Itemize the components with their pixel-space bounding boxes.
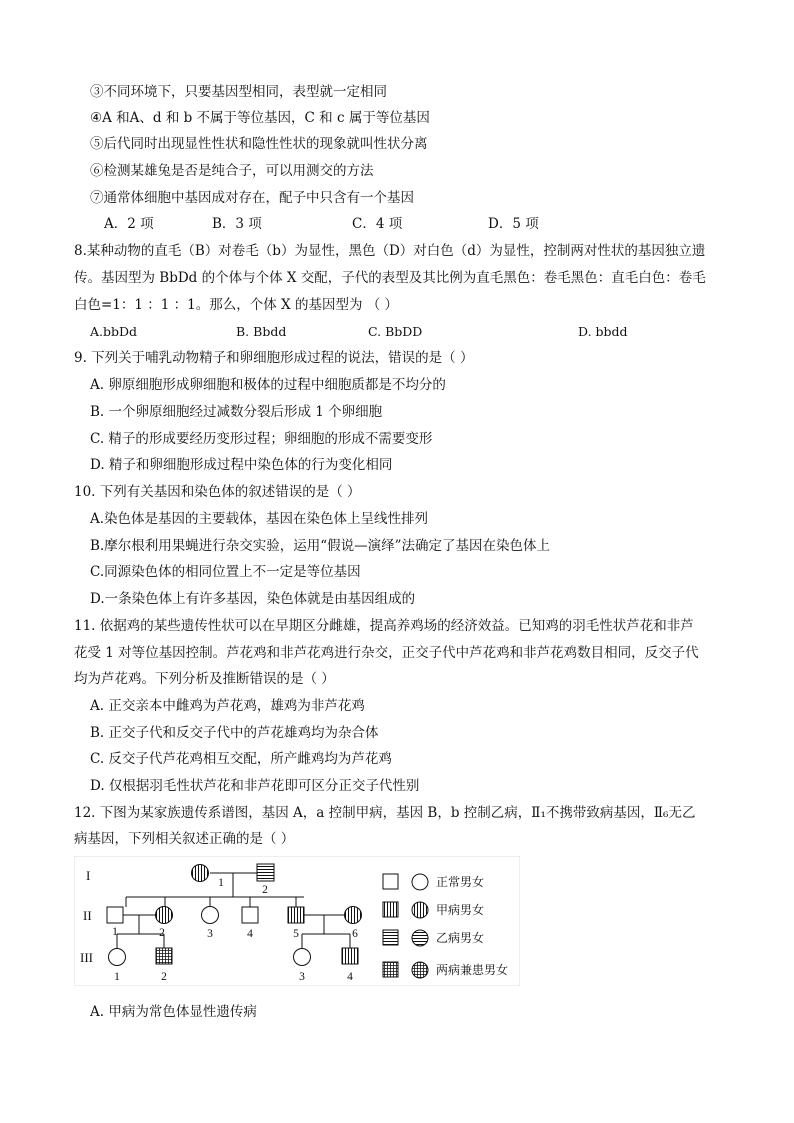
pedigree-I-2: [257, 864, 274, 881]
num-III-1: 1: [114, 971, 120, 983]
pedigree-II-5: [288, 907, 304, 923]
gen-label-II: II: [83, 908, 92, 923]
pedigree-III-1: [109, 949, 126, 966]
legend-both: 两病兼患男女: [436, 963, 509, 977]
pedigree-II-4: [242, 907, 258, 923]
q10-option-b[interactable]: B.摩尔根利用果蝇进行杂交实验，运用“假说—演绎”法确定了基因在染色体上: [90, 538, 551, 554]
statement-5: ⑤后代同时出现显性性状和隐性性状的现象就叫性状分离: [90, 136, 428, 152]
pedigree-III-3: [294, 949, 311, 966]
num-III-4: 4: [347, 971, 353, 983]
num-II-2: 2: [159, 927, 165, 939]
q11-stem-line-2: 花受 1 对等位基因控制。芦花鸡和非芦花鸡进行杂交，正交子代中芦花鸡和非芦花鸡数目相同，反交子代: [74, 645, 699, 661]
num-III-3: 3: [299, 971, 305, 983]
q8-option-c[interactable]: C. BbDD: [368, 324, 423, 339]
q10-option-d[interactable]: D.一条染色体上有许多基因，染色体就是由基因组成的: [90, 591, 416, 607]
q8-options: [90, 322, 628, 342]
q12-option-a[interactable]: A. 甲病为常色体显性遗传病: [90, 1004, 257, 1020]
q11-option-b[interactable]: B. 正交子代和反交子代中的芦花雄鸡均为杂合体: [90, 725, 379, 741]
q8-stem-line-2: 传。基因型为 BbDd 的个体与个体 X 交配，子代的表型及其比例为直毛黑色：卷毛黑色：直毛白色：卷毛: [74, 270, 706, 286]
statement-6: ⑥检测某雄兔是否是纯合子，可以用测交的方法: [90, 163, 374, 179]
q11-option-c[interactable]: C. 反交子代芦花鸡相互交配，所产雌鸡均为芦花鸡: [90, 751, 392, 767]
legend-disease-a: 甲病男女: [436, 903, 485, 917]
pedigree-I-1: [192, 865, 209, 882]
pedigree-chart: [74, 856, 520, 986]
q7-option-c[interactable]: C．4 项: [352, 216, 403, 232]
q10-option-c[interactable]: C.同源染色体的相同位置上不一定是等位基因: [90, 564, 361, 580]
statement-4: ④A 和A、d 和 b 不属于等位基因，C 和 c 属于等位基因: [90, 110, 430, 126]
statement-3: ③不同环境下，只要基因型相同，表型就一定相同: [90, 84, 387, 100]
legend-normal: 正常男女: [436, 875, 485, 889]
q9-option-a[interactable]: A. 卵原细胞形成卵细胞和极体的过程中细胞质都是不均分的: [90, 377, 446, 393]
pedigree-II-2: [156, 907, 173, 924]
q10-option-a[interactable]: A.染色体是基因的主要载体，基因在染色体上呈线性排列: [90, 511, 429, 527]
q8-option-d[interactable]: D. bbdd: [578, 324, 628, 339]
num-I-2: 2: [262, 884, 268, 896]
q11-option-d[interactable]: D. 仅根据羽毛性状芦花和非芦花即可区分正交子代性别: [90, 778, 420, 794]
q9-option-c[interactable]: C. 精子的形成要经历变形过程；卵细胞的形成不需要变形: [90, 431, 433, 447]
gen-label-III: III: [80, 950, 93, 965]
q8-option-b[interactable]: B. Bbdd: [236, 324, 287, 339]
legend-disease-b: 乙病男女: [436, 931, 485, 945]
q11-stem-line-3: 均为芦花鸡。下列分析及推断错误的是（ ）: [74, 671, 335, 687]
num-II-5: 5: [293, 928, 299, 940]
q9-stem: 9. 下列关于哺乳动物精子和卵细胞形成过程的说法，错误的是（ ）: [74, 350, 474, 366]
num-III-2: 2: [161, 971, 167, 983]
q7-options: [104, 214, 539, 234]
pedigree-III-2: [156, 948, 172, 964]
q8-option-a[interactable]: A.bbDd: [90, 324, 138, 339]
q8-stem-line-3: 白色=1：1 ：1 ：1。那么，个体 X 的基因型为 （ ）: [74, 297, 399, 313]
q9-option-d[interactable]: D. 精子和卵细胞形成过程中染色体的行为变化相同: [90, 457, 393, 473]
gen-label-I: I: [86, 868, 91, 883]
pedigree-II-3: [202, 907, 219, 924]
num-II-4: 4: [247, 928, 253, 940]
num-II-3: 3: [207, 928, 213, 940]
q7-option-a[interactable]: A．2 项: [104, 216, 154, 232]
q10-stem: 10. 下列有关基因和染色体的叙述错误的是（ ）: [74, 484, 361, 500]
q7-option-d[interactable]: D．5 项: [488, 216, 539, 232]
q9-option-b[interactable]: B. 一个卵原细胞经过减数分裂后形成 1 个卵细胞: [90, 404, 383, 420]
pedigree-III-4: [342, 948, 358, 964]
q11-option-a[interactable]: A. 正交亲本中雌鸡为芦花鸡，雄鸡为非芦花鸡: [90, 698, 365, 714]
q8-stem-line-1: 8.某种动物的直毛（B）对卷毛（b）为显性，黑色（D）对白色（d）为显性，控制两对性状的基因独立遗: [74, 243, 706, 259]
statement-7: ⑦通常体细胞中基因成对存在，配子中只含有一个基因: [90, 190, 414, 206]
num-II-6: 6: [352, 928, 358, 940]
pedigree-II-1: [107, 907, 123, 923]
q12-stem-line-2: 病基因，下列相关叙述正确的是（ ）: [74, 831, 295, 847]
q7-option-b[interactable]: B．3 项: [212, 216, 262, 232]
num-I-1: 1: [218, 877, 224, 889]
q11-stem-line-1: 11. 依据鸡的某些遗传性状可以在早期区分雌雄，提高养鸡场的经济效益。已知鸡的羽毛性状芦花和非芦: [74, 618, 694, 634]
q12-stem-line-1: 12. 下图为某家族遗传系谱图，基因 A，a 控制甲病，基因 B，b 控制乙病，Ⅱ₁不携带致病基因，Ⅱ₆无乙: [74, 805, 696, 821]
num-II-1: 1: [112, 926, 118, 938]
pedigree-II-6: [345, 907, 362, 924]
